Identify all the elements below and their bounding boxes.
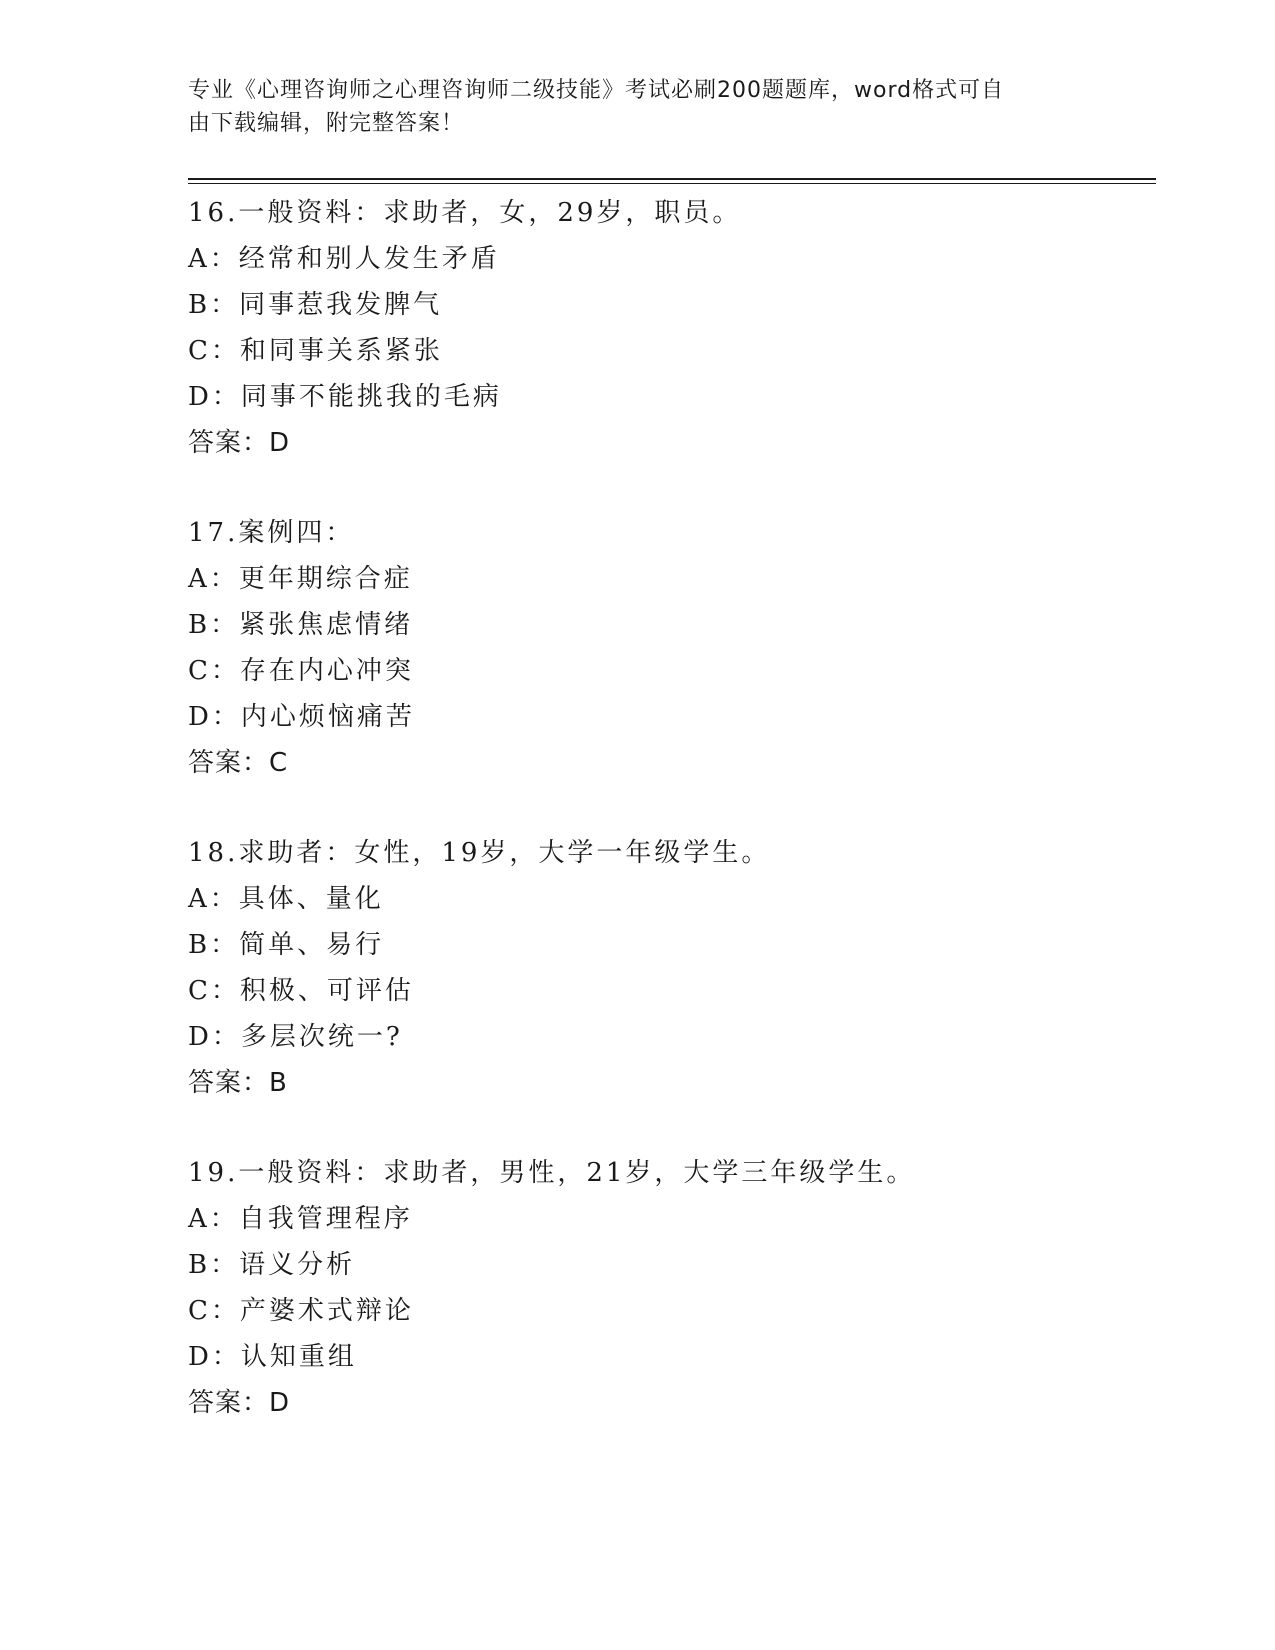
- option-b: B：语义分析: [188, 1250, 356, 1280]
- option-d: D：同事不能挑我的毛病: [188, 382, 502, 412]
- option-c: C：积极、可评估: [188, 976, 414, 1006]
- question-18: [188, 830, 1156, 1106]
- answer-line: 答案：C: [188, 748, 289, 778]
- option-d: D：认知重组: [188, 1342, 357, 1372]
- option-d: D：多层次统一?: [188, 1022, 403, 1052]
- question-17: [188, 510, 1156, 786]
- question-stem: 19.一般资料：求助者，男性，21岁，大学三年级学生。: [188, 1158, 916, 1188]
- question-stem: 18.求助者：女性，19岁，大学一年级学生。: [188, 838, 771, 868]
- answer-line: 答案：D: [188, 1388, 291, 1418]
- document-header: [188, 74, 1088, 140]
- option-a: A：自我管理程序: [188, 1204, 413, 1234]
- question-list: [188, 190, 1156, 1470]
- question-19: [188, 1150, 1156, 1426]
- question-stem: 17.案例四：: [188, 518, 355, 548]
- option-b: B：同事惹我发脾气: [188, 290, 443, 320]
- option-d: D：内心烦恼痛苦: [188, 702, 415, 732]
- header-divider-thin: [188, 183, 1156, 184]
- option-c: C：产婆术式辩论: [188, 1296, 414, 1326]
- answer-line: 答案：D: [188, 428, 291, 458]
- answer-line: 答案：B: [188, 1068, 288, 1098]
- option-c: C：和同事关系紧张: [188, 336, 443, 366]
- option-b: B：紧张焦虑情绪: [188, 610, 414, 640]
- option-a: A：经常和别人发生矛盾: [188, 244, 500, 274]
- header-line-2: 由下载编辑，附完整答案！: [188, 111, 465, 136]
- question-16: [188, 190, 1156, 466]
- question-stem: 16.一般资料：求助者，女，29岁，职员。: [188, 198, 742, 228]
- option-a: A：更年期综合症: [188, 564, 413, 594]
- option-a: A：具体、量化: [188, 884, 384, 914]
- header-divider-thick: [188, 178, 1156, 180]
- option-b: B：简单、易行: [188, 930, 385, 960]
- header-line-1: 专业《心理咨询师之心理咨询师二级技能》考试必刷200题题库，word格式可自: [188, 78, 1005, 103]
- option-c: C：存在内心冲突: [188, 656, 414, 686]
